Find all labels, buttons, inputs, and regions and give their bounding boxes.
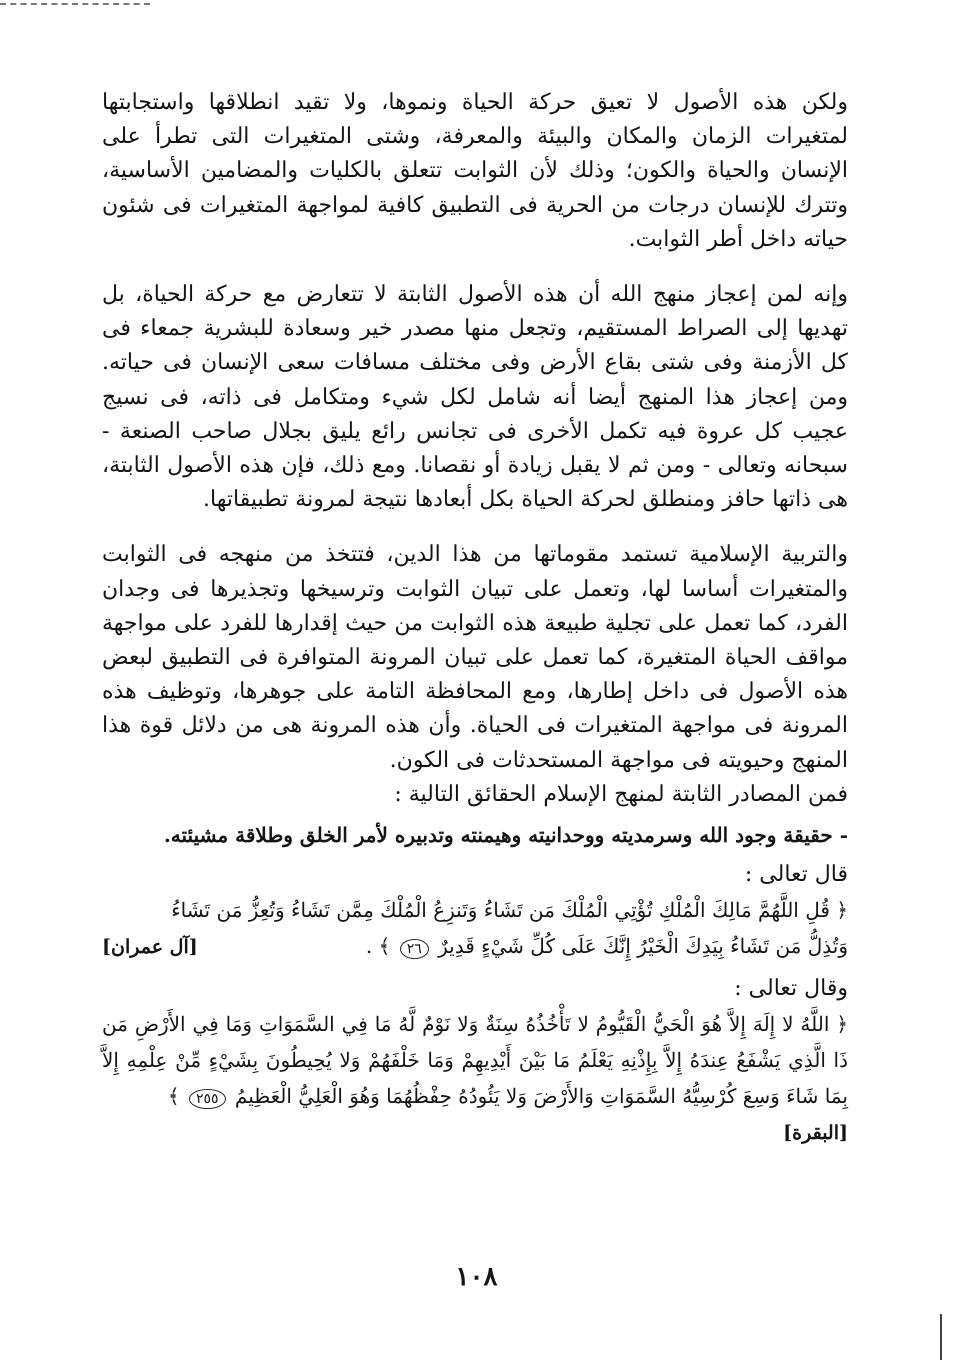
quote-1-intro: قال تعالى :: [744, 862, 848, 888]
quote-2-verse: [102, 1006, 848, 1114]
paragraph-gap: [102, 965, 848, 972]
quote-1-verse-line-1: ﴿ قُلِ اللَّهُمَّ مَالِكَ الْمُلْكِ تُؤْتِي الْمُلْكَ مَن تَشَاءُ وَتَنزِعُ الْمُلْكَ مِمَّن تَشَاءُ وَتُعِزُّ مَن تَشَاءُ: [171, 898, 848, 923]
paragraph-gap: [102, 257, 848, 278]
page-number: ١٠٨: [455, 1262, 498, 1292]
paragraph-1: ولكن هذه الأصول لا تعيق حركة الحياة ونموها، ولا تقيد انطلاقها واستجابتها لمتغيرات الزمان والمكان والبيئة والمعرفة، وشتى المتغيرات التى تطرأ على الإنسان والحياة والكون؛ وذلك لأن الثوابت تتعلق بالكليات والمضامين الأساسية، وتترك للإنسان درجات من الحرية فى التطبيق كافية لمواجهة المتغيرات فى شئون حياته داخل أطر الثوابت.: [102, 90, 848, 252]
sources-intro: فمن المصادر الثابتة لمنهج الإسلام الحقائق التالية :: [394, 781, 848, 807]
surah-reference: [آل عمران]: [102, 936, 198, 959]
page-body: [102, 86, 848, 1151]
quote-1-verse-ending: [366, 928, 848, 964]
paragraph-gap: [102, 851, 848, 858]
bullet-item: - حقيقة وجود الله وسرمديته ووحدانيته وهيمنته وتدبيره لأمر الخلق وطلاقة مشيئته.: [163, 823, 848, 848]
paragraph-2: وإنه لمن إعجاز منهج الله أن هذه الأصول الثابتة لا تتعارض مع حركة الحياة، بل تهديها إلى الصراط المستقيم، وتجعل منها مصدر خير وسعادة للبشرية جمعاء فى كل الأزمنة وفى شتى بقاع الأرض وفى مختلف مسافات سعى الإنسان فى حياته. ومن إعجاز هذا المنهج أيضا أنه شامل لكل شيء ومتكامل فى ذاته، فى نسيج عجيب كل عروة فيه تكمل الأخرى فى تجانس رائع يليق بجلال صاحب الصنعة - سبحانه وتعالى - ومن ثم لا يقبل زيادة أو نقصانا. ومع ذلك، فإن هذه الأصول الثابتة، هى ذاتها حافز ومنطلق لحركة الحياة بكل أبعادها نتيجة لمرونة تطبيقاتها.: [102, 282, 848, 513]
quote-1-verse-line-2: [102, 928, 848, 965]
verse-close-bracket: ﴾ .: [365, 934, 391, 959]
quote-1-verse-text: وَتُذِلُّ مَن تَشَاءُ بِيَدِكَ الْخَيْرُ إِنَّكَ عَلَى كُلِّ شَيْءٍ قَدِيرٌ: [438, 934, 848, 959]
scan-edge-mark: [940, 1314, 942, 1360]
paragraph-gap: [102, 517, 848, 538]
ayah-number-marker: ٢٥٥: [189, 1089, 226, 1109]
surah-reference: [البقرة]: [783, 1122, 848, 1145]
scan-edge-dash: [0, 3, 150, 5]
paragraph-3: والتربية الإسلامية تستمد مقوماتها من هذا الدين، فتتخذ من منهجه فى الثوابت والمتغيرات أساسا لها، وتعمل على تبيان الثوابت وترسيخها وتجذيرها فى وجدان الفرد، كما تعمل على تجلية طبيعة هذه الثوابت من حيث إقدارها للفرد على مواجهة مواقف الحياة المتغيرة، كما تعمل على تبيان المرونة المتوافرة فى التطبيق لبعض هذه الأصول فى داخل إطارها، ومع المحافظة التامة على جوهرها، وتوظيف هذه المرونة فى مواجهة المتغيرات فى الحياة. وأن هذه المرونة هى من دلائل قوة هذا المنهج وحيويته فى مواجهة المستحدثات فى الكون.: [102, 542, 848, 773]
quote-2-intro: وقال تعالى :: [734, 976, 848, 1002]
verse-close-bracket: ﴾: [167, 1084, 180, 1109]
quote-2-verse-text: ﴿ اللَّهُ لا إِلَهَ إِلاَّ هُوَ الْحَيُّ الْقَيُّومُ لا تَأْخُذُهُ سِنَةٌ وَلا نَوْمٌ لَّهُ مَا فِي السَّمَوَاتِ وَمَا فِي الأَرْضِ مَن ذَا الَّذِي يَشْفَعُ عِندَهُ إِلاَّ بِإِذْنِهِ يَعْلَمُ مَا بَيْنَ أَيْدِيهِمْ وَمَا خَلْفَهُمْ وَلا يُحِيطُونَ بِشَيْءٍ مِّنْ عِلْمِهِ إِلاَّ بِمَا شَاءَ وَسِعَ كُرْسِيُّهُ السَّمَوَاتِ وَالأَرْضَ وَلا يَئُودُهُ حِفْظُهُمَا وَهُوَ الْعَلِيُّ الْعَظِيمُ: [102, 1012, 848, 1109]
paragraph-gap: [102, 812, 848, 819]
ayah-number-marker: ٢٦: [400, 939, 429, 959]
quote-2-reference-line: [102, 1114, 848, 1151]
